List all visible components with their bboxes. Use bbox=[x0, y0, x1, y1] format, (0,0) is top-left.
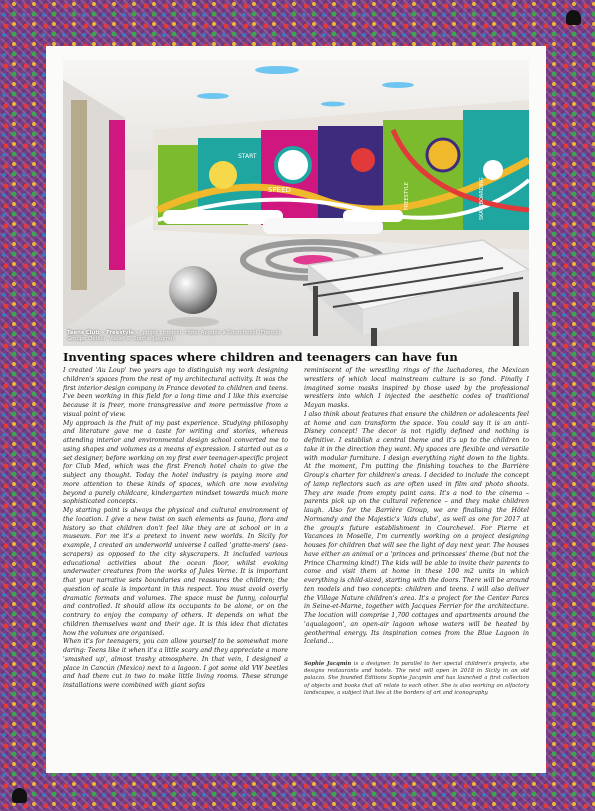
column-left bbox=[63, 367, 288, 767]
room-illustration bbox=[63, 60, 529, 346]
column-right bbox=[304, 367, 529, 767]
author-name: Sophie Jacqmin bbox=[304, 661, 352, 667]
mural-sign-speed: SPEED bbox=[268, 186, 291, 194]
paragraph: My approach is the fruit of my past experience. Studying philosophy and literature gave me a taste for writing and stories, whereas attending interior and environmental design school converted me to using shapes and volumes as a means of expression. I started out as a set designer, before working on my first ever teenager-specific project for Club Med, which was the first French hotel chain to give the subject any thought. Today the hotel industry is paying more and more attention to these kinds of spaces, which are now evolving beyond a purely childcare, kindergarten mindset towards much more sophisticated concepts. bbox=[63, 419, 288, 506]
mural-sign-skateboarding: SKATEBOARDING bbox=[479, 177, 485, 220]
mural-sign-start: START bbox=[238, 153, 257, 160]
corner-ornament-icon bbox=[12, 788, 27, 803]
photo-caption bbox=[67, 330, 281, 343]
magazine-page bbox=[46, 46, 546, 773]
mural-sign-freestyle: FREESTYLE bbox=[404, 182, 410, 210]
article-body bbox=[63, 367, 529, 767]
caption-project: , projet / project: Hôtel Apogée à Courchevel (France) bbox=[139, 329, 281, 336]
photo-teens-club bbox=[63, 60, 529, 346]
paragraph: reminiscent of the wrestling rings of the luchadores, the Mexican wrestlers of which local mainstream culture is so fond. Finally I imagined some masks inspired by those used by the professional wrestlers into which I injected the aesthetic codes of traditional Mayan masks. bbox=[304, 367, 529, 409]
paragraph: When it's for teenagers, you can allow yourself to be somewhat more daring: Teens like it when it's a little scary and they appreciate a more 'smashed up', almost trashy atmosphere. In that vein, I designed a place in Cancún (Mexico) next to a lagoon. I got some old VW beetles and had them cut in two to make little living rooms. These strange installations were combined with giant sofas bbox=[63, 638, 288, 689]
article-title: Inventing spaces where children and teenagers can have fun bbox=[63, 350, 458, 364]
caption-title: Teens Club « Freestyle » bbox=[67, 329, 140, 336]
paragraph: I also think about features that ensure the children or adolescents feel at home and can transform the space. You could say it is an anti-Disney concept! The decor is not rigidly defined and nothing is definitive. I establish a central theme and it's up to the children to take it in the direction they want. My spaces are flexible and versatile with modular furniture. I design everything right down to the lights. At the moment, I'm putting the finishing touches to the Barrière Group's charter for children's areas. I decided to include the concept of lamp reflectors such as are often used in film and photo shoots. They are made from empty paint cans. It's a nod to the cinema – parents pick up on the cultural reference – and they make children laugh. Also for the Barrière Group, we are finalising the Hôtel Normandy and the Majestic's 'kids clubs', as well as one for 2017 at the group's future establishment in Courchevel. For Pierre et Vacances in Moselle, I'm currently working on a project designing houses for children that will see the light of day next year. The houses have either an animal or a 'princes and princesses' theme (but not the Prince Charming kind!) The kids will be able to invite their parents to come and visit them at home in these 100 m2 units in which everything is child-sized, starting with the doors. There will be around ten models and two concepts: children and teens. I will also deliver the Village Nature children's area. It's a project for the Center Parcs in Seine-et-Marne, together with Jacques Ferrier for the architecture. The location will comprise 1,700 cottages and apartments around the 'aqualagoon', an open-air lagoon whose waters will be heated by geothermal energy. Its inspiration comes from the Blue Lagoon in Iceland… bbox=[304, 410, 529, 646]
paragraph: My starting point is always the physical and cultural environment of the location. I give a new twist on such elements as fauna, flora and history so that children don't feel like they are at school or in a museum. For me it's a pretext to invent new worlds. In Sicily for example, I created an underworld universe I called 'gratte-mers' (sea-scrapers) as opposed to the city skyscrapers. It included various educational activities about the ocean floor, whilst evoking underwater creatures from the works of Jules Verne. It is important that your narrative sets boundaries and reassures the children; the question of scale is important in this respect. You must avoid overly dramatic formats and volumes. The space must be funny, colourful and controlled. It should allow its occupants to be alone, or on the contrary to enjoy the company of others. It depends on what the children themselves want and their age. It is this idea that dictates how the volumes are organised. bbox=[63, 507, 288, 637]
caption-credit: Groupe Oetker. Visuel © Sophie Jacqmin. bbox=[67, 336, 176, 343]
author-bio-text: is a designer. In parallel to her special children's projects, she designs restaurants and hotels. The next will open in 2018 in Sicily in an old palazzo. She founded Éditions Sophie Jacqmin and has launched a first collection of objects and books that all relate to each other. She is also working on olfactory landscapes, a subject that lies at the borders of art and iconography. bbox=[304, 661, 529, 696]
paragraph: I created 'Au Loup' two years ago to distinguish my work designing children's spaces from the rest of my architectural activity. It was the first interior design company in France devoted to children and teens. I've been working in this field for a long time and I like this exercise because it is freer, more transgressive and more permissive from a visual point of view. bbox=[63, 367, 288, 418]
corner-ornament-icon bbox=[566, 10, 581, 25]
author-bio bbox=[304, 661, 529, 697]
